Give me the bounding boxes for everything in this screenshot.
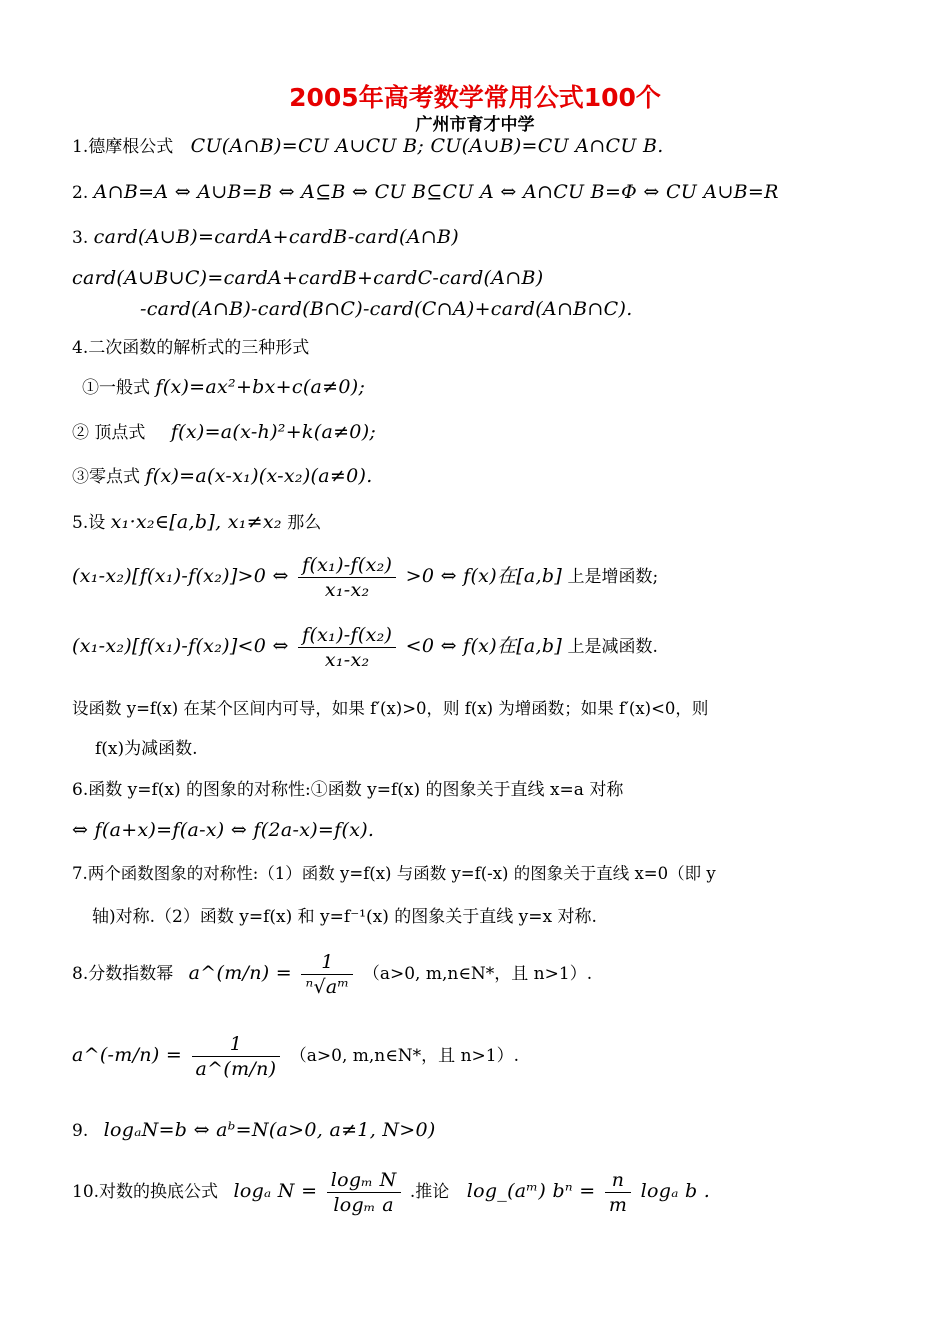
formula-5b-fraction: [298, 623, 396, 672]
formula-10-numerator: logₘ N: [327, 1168, 401, 1193]
formula-8-numerator: 1: [301, 950, 353, 975]
formula-5a-denominator: x₁-x₂: [324, 579, 370, 601]
formula-4-heading: 4.二次函数的解析式的三种形式: [72, 338, 310, 358]
formula-4c-label: ③零点式: [72, 467, 140, 487]
document-title: 2005年高考数学常用公式100个: [289, 83, 661, 112]
formula-6b-math: ⇔ f(a+x)=f(a-x) ⇔ f(2a-x)=f(x).: [72, 819, 375, 841]
formula-10-label: 10.对数的换底公式: [72, 1182, 219, 1202]
formula-5d: f(x)为减函数.: [95, 739, 198, 759]
formula-9-math: logₐN=b ⇔ aᵇ=N(a>0, a≠1, N>0): [103, 1119, 436, 1141]
formula-10-fraction: [327, 1168, 401, 1217]
formula-4a: [82, 375, 365, 400]
formula-8b-lhs: a^(-m/n) =: [72, 1044, 183, 1066]
formula-5b-numerator: f(x₁)-f(x₂): [298, 623, 396, 648]
formula-10-denominator: logₘ a: [333, 1194, 394, 1216]
formula-8b-condition: （a>0, m,n∈N*，且 n>1）.: [289, 1046, 520, 1066]
formula-3b: [72, 266, 544, 291]
formula-2-label: 2.: [72, 183, 89, 203]
formula-10-fraction-2: [605, 1168, 631, 1217]
formula-1-math: CU(A∩B)=CU A∪CU B; CU(A∪B)=CU A∩CU B.: [190, 135, 664, 157]
document-subtitle: 广州市育才中学: [415, 115, 535, 135]
formula-8b: [72, 1032, 519, 1081]
formula-5a: [72, 553, 658, 602]
formula-8b-numerator: 1: [192, 1032, 281, 1057]
formula-10-lhs: logₐ N =: [233, 1180, 318, 1202]
formula-3c: [140, 297, 633, 322]
formula-4c: [72, 464, 373, 489]
formula-8-lhs: a^(m/n) =: [188, 962, 293, 984]
formula-10-numerator-2: n: [605, 1168, 631, 1193]
formula-3b-math: card(A∪B∪C)=cardA+cardB+cardC-card(A∩B): [72, 267, 544, 289]
formula-5a-right: >0 ⇔ f(x)在[a,b]: [405, 565, 563, 587]
formula-5a-left: (x₁-x₂)[f(x₁)-f(x₂)]>0 ⇔: [72, 565, 289, 587]
formula-5a-tail: 上是增函数;: [567, 567, 659, 587]
formula-8-label: 8.分数指数幂: [72, 964, 174, 984]
formula-8-denominator: ⁿ√aᵐ: [305, 976, 350, 998]
formula-5-label: 5.设: [72, 513, 106, 533]
formula-5a-numerator: f(x₁)-f(x₂): [298, 553, 396, 578]
formula-10-rhs1: log_(aᵐ) bⁿ =: [466, 1180, 596, 1202]
formula-5: [72, 510, 321, 535]
formula-1-label: 1.德摩根公式: [72, 137, 174, 157]
formula-6: 6.函数 y=f(x) 的图象的对称性:①函数 y=f(x) 的图象关于直线 x=a 对称: [72, 780, 624, 800]
formula-5b-left: (x₁-x₂)[f(x₁)-f(x₂)]<0 ⇔: [72, 635, 289, 657]
formula-10: [72, 1168, 710, 1217]
formula-3-label: 3.: [72, 228, 89, 248]
formula-5b-denominator: x₁-x₂: [324, 649, 370, 671]
formula-2-math: A∩B=A ⇔ A∪B=B ⇔ A⊆B ⇔ CU B⊆CU A ⇔ A∩CU B=Φ ⇔ CU A∪B=R: [93, 181, 779, 203]
formula-5-tail: 那么: [287, 513, 322, 533]
formula-4b-label: ② 顶点式: [72, 423, 146, 443]
formula-3-math: card(A∪B)=cardA+cardB-card(A∩B): [93, 226, 459, 248]
formula-3: [72, 225, 459, 250]
formula-9-label: 9.: [72, 1121, 89, 1141]
formula-4c-math: f(x)=a(x-x₁)(x-x₂)(a≠0).: [145, 465, 373, 487]
formula-6b: [72, 818, 374, 843]
formula-4a-label: ①一般式: [82, 378, 150, 398]
formula-4b: [72, 420, 376, 445]
formula-5b-tail: 上是减函数.: [567, 637, 658, 657]
formula-8-condition: （a>0, m,n∈N*，且 n>1）.: [362, 964, 593, 984]
formula-9: [72, 1118, 436, 1143]
formula-4a-math: f(x)=ax²+bx+c(a≠0);: [155, 376, 366, 398]
formula-8-fraction: [301, 950, 353, 999]
formula-10-denominator-2: m: [608, 1194, 628, 1216]
formula-8: [72, 950, 592, 999]
formula-8b-denominator: a^(m/n): [195, 1058, 277, 1080]
formula-7: 7.两个函数图象的对称性:（1）函数 y=f(x) 与函数 y=f(-x) 的图象关于直线 x=0（即 y: [72, 864, 716, 883]
formula-10-mid: .推论: [409, 1182, 450, 1202]
formula-2: [72, 180, 779, 205]
formula-7b: 轴)对称.（2）函数 y=f(x) 和 y=f⁻¹(x) 的图象关于直线 y=x 对称.: [92, 907, 597, 927]
formula-5b-right: <0 ⇔ f(x)在[a,b]: [405, 635, 563, 657]
formula-10-rhs2: logₐ b .: [640, 1180, 711, 1202]
formula-1: [72, 134, 664, 159]
formula-5-math: x₁·x₂∈[a,b], x₁≠x₂: [110, 511, 282, 533]
formula-5b: [72, 623, 658, 672]
formula-5c: 设函数 y=f(x) 在某个区间内可导，如果 f′(x)>0，则 f(x) 为增函数；如果 f′(x)<0，则: [72, 699, 709, 718]
formula-5a-fraction: [298, 553, 396, 602]
formula-3c-math: -card(A∩B)-card(B∩C)-card(C∩A)+card(A∩B∩C).: [140, 298, 633, 320]
formula-4b-math: f(x)=a(x-h)²+k(a≠0);: [170, 421, 377, 443]
formula-8b-fraction: [192, 1032, 281, 1081]
